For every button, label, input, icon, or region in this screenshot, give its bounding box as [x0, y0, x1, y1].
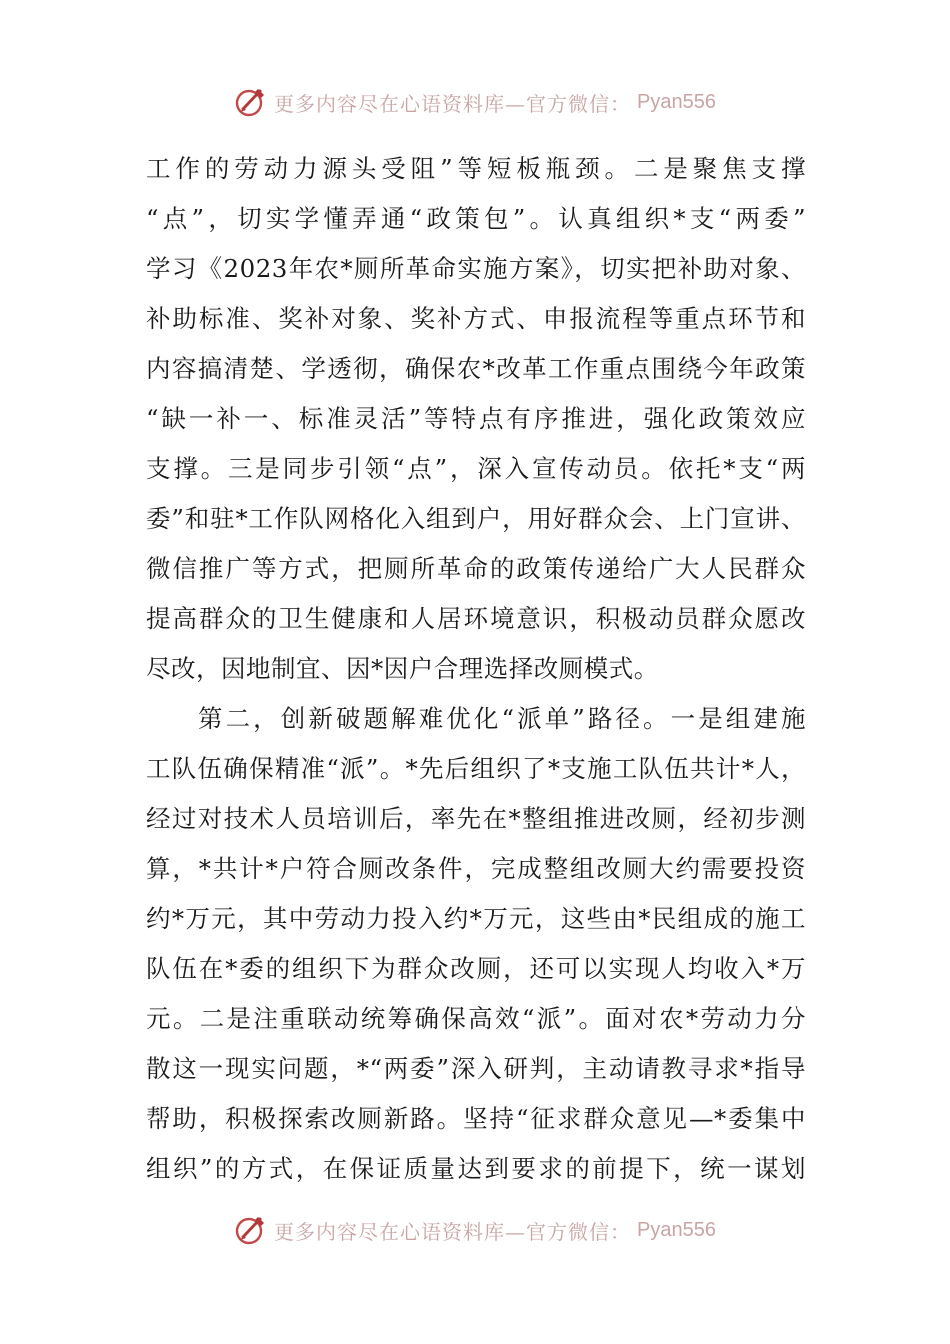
banner-wechat-id: Pyan556	[637, 1218, 716, 1241]
section-heading-line: 第二，创新破题解难优化“派单”路径。一是组建施	[198, 704, 806, 733]
body-line: 委”和驻*工作队网格化入组到户，用好群众会、上门宣讲、	[146, 504, 806, 533]
body-line: 内容搞清楚、学透彻，确保农*改革工作重点围绕今年政策	[146, 354, 806, 383]
body-line: 经过对技术人员培训后，率先在*整组推进改厕，经初步测	[146, 804, 806, 833]
pen-logo-icon	[234, 1213, 268, 1247]
body-line: 学习《2023年农*厕所革命实施方案》，切实把补助对象、	[146, 254, 806, 283]
body-line: 提高群众的卫生健康和人居环境意识，积极动员群众愿改	[146, 604, 806, 633]
banner-text: 更多内容尽在心语资料库—官方微信：	[274, 91, 632, 116]
body-line: 帮助，积极探索改厕新路。坚持“征求群众意见—*委集中	[146, 1104, 806, 1133]
body-line: 散这一现实问题，*“两委”深入研判，主动请教寻求*指导	[146, 1054, 806, 1083]
header-watermark-banner	[0, 80, 950, 124]
banner-text: 更多内容尽在心语资料库—官方微信：	[274, 1219, 632, 1244]
body-line: 组织”的方式，在保证质量达到要求的前提下，统一谋划	[146, 1154, 806, 1183]
body-line: 尽改，因地制宜、因*因户合理选择改厕模式。	[146, 654, 659, 683]
body-line: 微信推广等方式，把厕所革命的政策传递给广大人民群众	[146, 554, 806, 583]
body-line: 工作的劳动力源头受阻”等短板瓶颈。二是聚焦支撑	[146, 154, 806, 183]
body-line: 工队伍确保精准“派”。*先后组织了*支施工队伍共计*人，	[146, 754, 806, 783]
document-body	[146, 144, 806, 1194]
body-line: 算，*共计*户符合厕改条件，完成整组改厕大约需要投资	[146, 854, 806, 883]
footer-watermark-banner	[0, 1208, 950, 1252]
banner-wechat-id: Pyan556	[637, 90, 716, 113]
body-line: “点”，切实学懂弄通“政策包”。认真组织*支“两委”	[146, 204, 806, 233]
pen-logo-icon	[234, 85, 268, 119]
body-line: 补助标准、奖补对象、奖补方式、申报流程等重点环节和	[146, 304, 806, 333]
body-line: 元。二是注重联动统筹确保高效“派”。面对农*劳动力分	[146, 1004, 806, 1033]
body-line: 支撑。三是同步引领“点”，深入宣传动员。依托*支“两	[146, 454, 806, 483]
body-line: 队伍在*委的组织下为群众改厕，还可以实现人均收入*万	[146, 954, 806, 983]
body-line: “缺一补一、标准灵活”等特点有序推进，强化政策效应	[146, 404, 806, 433]
body-line: 约*万元，其中劳动力投入约*万元，这些由*民组成的施工	[146, 904, 806, 933]
